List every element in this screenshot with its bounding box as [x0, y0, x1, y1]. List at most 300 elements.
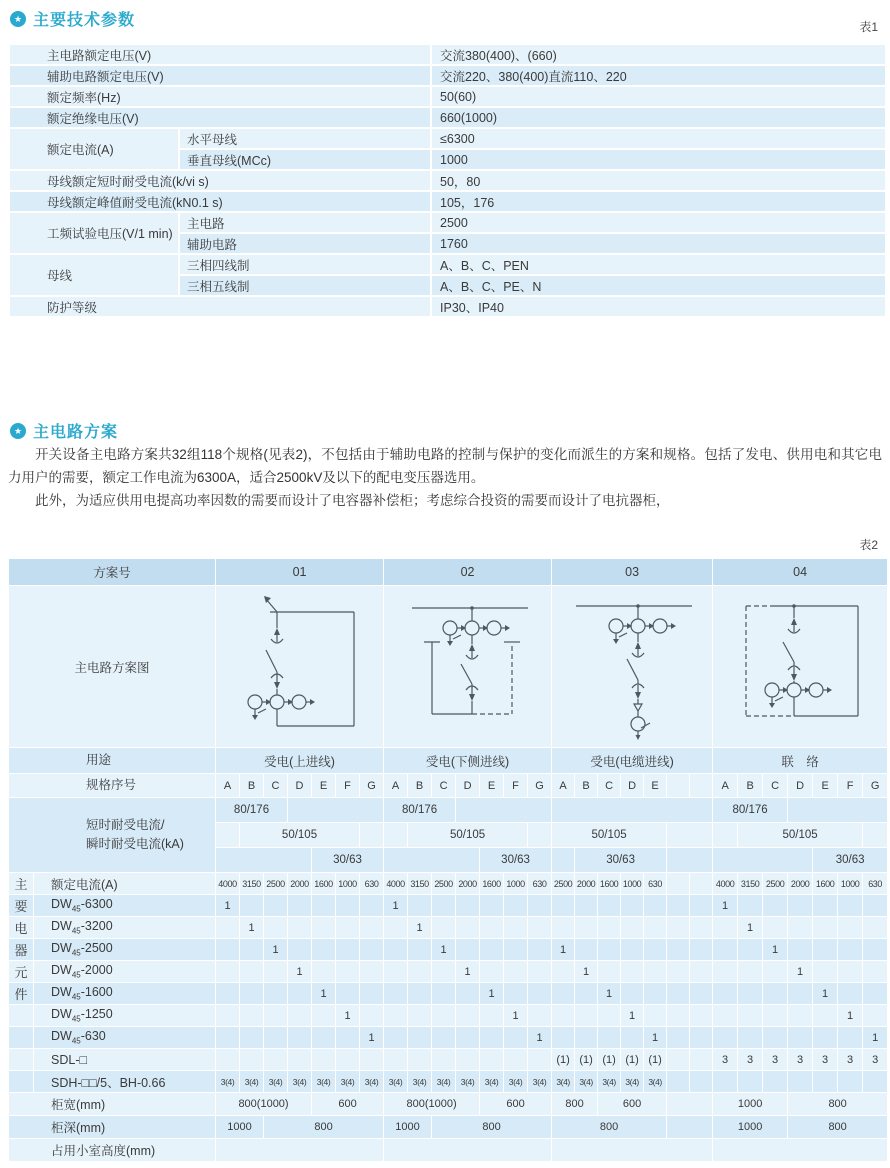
t1-row-value: 交流380(400)、(660): [431, 44, 886, 65]
quantity-cell: [863, 917, 888, 939]
spec-letter-cell: C: [763, 774, 788, 798]
quantity-cell: 1000: [504, 873, 528, 895]
spec-letter-cell: E: [312, 774, 336, 798]
quantity-cell: [480, 917, 504, 939]
quantity-cell: [432, 917, 456, 939]
withstand-value-cell: [552, 798, 713, 823]
quantity-cell: 1: [552, 939, 575, 961]
scheme-number-label: 方案号: [9, 559, 216, 586]
quantity-cell: 1: [336, 1005, 360, 1027]
side-label-char: 元: [9, 961, 34, 983]
t1-row-label: 辅助电路额定电压(V): [9, 65, 431, 86]
quantity-cell: [690, 983, 713, 1005]
quantity-cell: [690, 1005, 713, 1027]
quantity-cell: [667, 961, 690, 983]
quantity-cell: 3: [738, 1049, 763, 1071]
quantity-cell: [644, 961, 667, 983]
section1-title: 主要技术参数: [33, 12, 136, 29]
scheme-number-03: 03: [552, 559, 713, 586]
quantity-cell: [621, 961, 644, 983]
quantity-cell: 1: [528, 1027, 552, 1049]
withstand-value-cell: [456, 798, 552, 823]
spec-letter-cell: E: [480, 774, 504, 798]
t1-row-value: 50(60): [431, 86, 886, 107]
quantity-cell: 2500: [552, 873, 575, 895]
device-row-label: $DW_{45}-1600$: [34, 983, 216, 1005]
quantity-cell: [216, 1027, 240, 1049]
quantity-cell: [667, 895, 690, 917]
spec-letter-cell: C: [598, 774, 621, 798]
quantity-cell: 1: [788, 961, 813, 983]
quantity-cell: [264, 983, 288, 1005]
side-label-char: [9, 1005, 34, 1027]
dimension-value-cell: 800(1000): [216, 1093, 312, 1116]
device-row-label: SDH-□□/5、BH-0.66: [34, 1071, 216, 1093]
quantity-cell: [763, 983, 788, 1005]
side-label-char: 要: [9, 895, 34, 917]
t1-row-sublabel: 辅助电路: [179, 233, 431, 254]
quantity-cell: [738, 1071, 763, 1093]
quantity-cell: [763, 1071, 788, 1093]
usage-scheme-04: 联 络: [713, 748, 888, 774]
quantity-cell: [788, 1027, 813, 1049]
table2-row: [9, 774, 888, 798]
quantity-cell: [838, 917, 863, 939]
quantity-cell: [713, 917, 738, 939]
quantity-cell: [408, 939, 432, 961]
quantity-cell: [763, 1027, 788, 1049]
quantity-cell: 2000: [575, 873, 598, 895]
quantity-cell: [288, 939, 312, 961]
scheme-number-02: 02: [384, 559, 552, 586]
t1-row-label: 主电路额定电压(V): [9, 44, 431, 65]
quantity-cell: [813, 1027, 838, 1049]
usage-row: [9, 748, 888, 774]
scheme-02-diagram-cell: [384, 586, 552, 748]
usage-scheme-03: 受电(电缆进线): [552, 748, 713, 774]
device-row-label: $DW_{45}-6300$: [34, 895, 216, 917]
quantity-cell: 3(4): [456, 1071, 480, 1093]
t1-row-value: 50，80: [431, 170, 886, 191]
device-row-label: SDL-□: [34, 1049, 216, 1071]
scheme-04-circuit-diagram: [720, 588, 880, 746]
withstand-value-cell: [384, 848, 480, 873]
t1-row-value: 105，176: [431, 191, 886, 212]
quantity-cell: 1: [713, 895, 738, 917]
quantity-cell: [788, 895, 813, 917]
dimension-value-cell: 600: [312, 1093, 384, 1116]
quantity-cell: 4000: [384, 873, 408, 895]
table2-row: [9, 1049, 888, 1071]
usage-label: 用途: [9, 748, 216, 774]
quantity-cell: (1): [575, 1049, 598, 1071]
quantity-cell: [763, 1005, 788, 1027]
withstand-value-cell: [667, 823, 713, 848]
quantity-cell: 630: [644, 873, 667, 895]
quantity-cell: [456, 983, 480, 1005]
table2-row: [9, 1071, 888, 1093]
quantity-cell: [552, 1027, 575, 1049]
spec-letter-cell: [690, 774, 713, 798]
quantity-cell: [312, 895, 336, 917]
dimension-value-cell: [552, 1139, 713, 1162]
side-label-char: 件: [9, 983, 34, 1005]
quantity-cell: 1: [738, 917, 763, 939]
quantity-cell: 3(4): [288, 1071, 312, 1093]
quantity-cell: 3(4): [432, 1071, 456, 1093]
quantity-cell: 3(4): [384, 1071, 408, 1093]
table2-row: [9, 1027, 888, 1049]
quantity-cell: [813, 895, 838, 917]
diagram-label: 主电路方案图: [9, 586, 216, 748]
table2-row: [9, 961, 888, 983]
withstand-value-cell: 30/63: [575, 848, 667, 873]
quantity-cell: [264, 1049, 288, 1071]
withstand-value-cell: 50/105: [552, 823, 667, 848]
quantity-cell: [216, 961, 240, 983]
spec-letter-cell: E: [813, 774, 838, 798]
quantity-cell: [644, 939, 667, 961]
dimension-value-cell: [667, 1116, 713, 1139]
t1-row-label: 工频试验电压(V/1 min): [9, 212, 179, 254]
withstand-value-cell: 30/63: [813, 848, 888, 873]
quantity-cell: 3(4): [621, 1071, 644, 1093]
quantity-cell: [384, 983, 408, 1005]
quantity-cell: [288, 1005, 312, 1027]
withstand-value-cell: [713, 848, 813, 873]
quantity-cell: 3(4): [216, 1071, 240, 1093]
quantity-cell: 4000: [216, 873, 240, 895]
table2-row: [9, 1139, 888, 1162]
dimension-value-cell: 800(1000): [384, 1093, 480, 1116]
quantity-cell: [690, 873, 713, 895]
diagram-row: [9, 586, 888, 748]
dimension-value-cell: [384, 1139, 552, 1162]
quantity-cell: [336, 895, 360, 917]
quantity-cell: [738, 961, 763, 983]
quantity-cell: 2500: [763, 873, 788, 895]
quantity-cell: 3(4): [240, 1071, 264, 1093]
quantity-cell: [480, 961, 504, 983]
scheme-02-circuit-diagram: [388, 588, 548, 746]
spec-letter-cell: B: [240, 774, 264, 798]
withstand-value-cell: [216, 848, 312, 873]
scheme-04-diagram-cell: [713, 586, 888, 748]
quantity-cell: [336, 1049, 360, 1071]
quantity-cell: 1: [432, 939, 456, 961]
withstand-value-cell: 80/176: [384, 798, 456, 823]
side-label-char: 主: [9, 873, 34, 895]
t1-row-label: 额定电流(A): [9, 128, 179, 170]
quantity-cell: [240, 983, 264, 1005]
quantity-cell: [528, 917, 552, 939]
quantity-cell: 1: [360, 1027, 384, 1049]
t1-row-value: ≤6300: [431, 128, 886, 149]
table2-row: [9, 1116, 888, 1139]
spec-letter-cell: G: [863, 774, 888, 798]
quantity-cell: [528, 1049, 552, 1071]
quantity-cell: [336, 1027, 360, 1049]
quantity-cell: [360, 1005, 384, 1027]
quantity-cell: [788, 1071, 813, 1093]
quantity-cell: [216, 917, 240, 939]
quantity-cell: [552, 961, 575, 983]
withstand-value-cell: [528, 823, 552, 848]
quantity-cell: [384, 939, 408, 961]
spec-letter-cell: B: [575, 774, 598, 798]
quantity-cell: [360, 917, 384, 939]
rated-current-row-label: 额定电流(A): [34, 873, 216, 895]
quantity-cell: [504, 983, 528, 1005]
quantity-cell: [216, 1005, 240, 1027]
quantity-cell: [528, 1005, 552, 1027]
quantity-cell: [312, 939, 336, 961]
table1-row: [9, 296, 886, 317]
quantity-cell: [863, 939, 888, 961]
t1-row-label: 母线: [9, 254, 179, 296]
quantity-cell: 3: [813, 1049, 838, 1071]
quantity-cell: 1600: [598, 873, 621, 895]
t1-row-label: 额定频率(Hz): [9, 86, 431, 107]
withstand-value-cell: 30/63: [312, 848, 384, 873]
quantity-cell: 1: [216, 895, 240, 917]
quantity-cell: [456, 917, 480, 939]
withstand-value-cell: [788, 798, 888, 823]
quantity-cell: 1: [456, 961, 480, 983]
quantity-cell: 2500: [432, 873, 456, 895]
table2-row: [9, 1005, 888, 1027]
spec-letter-cell: G: [360, 774, 384, 798]
device-row-label: $DW_{45}-3200$: [34, 917, 216, 939]
quantity-cell: [788, 917, 813, 939]
quantity-cell: 630: [863, 873, 888, 895]
table2-row: [9, 895, 888, 917]
quantity-cell: [456, 895, 480, 917]
quantity-cell: 1: [504, 1005, 528, 1027]
side-label-char: [9, 1049, 34, 1071]
quantity-cell: 3: [863, 1049, 888, 1071]
dimension-value-cell: 600: [480, 1093, 552, 1116]
t1-row-sublabel: 水平母线: [179, 128, 431, 149]
withstand-value-cell: [384, 823, 408, 848]
quantity-cell: 1: [288, 961, 312, 983]
quantity-cell: 1: [264, 939, 288, 961]
quantity-cell: [240, 1049, 264, 1071]
quantity-cell: [863, 961, 888, 983]
quantity-cell: [288, 1049, 312, 1071]
quantity-cell: 1: [575, 961, 598, 983]
withstand-value-cell: [216, 823, 240, 848]
t1-row-value: IP30、IP40: [431, 296, 886, 317]
quantity-cell: [838, 1027, 863, 1049]
quantity-cell: [598, 917, 621, 939]
quantity-cell: [644, 895, 667, 917]
spec-letter-cell: [667, 774, 690, 798]
quantity-cell: [738, 1027, 763, 1049]
quantity-cell: [690, 1027, 713, 1049]
withstand-value-cell: 80/176: [713, 798, 788, 823]
quantity-cell: 630: [528, 873, 552, 895]
device-row-label: $DW_{45}-2500$: [34, 939, 216, 961]
table2-row: [9, 1093, 888, 1116]
quantity-cell: [528, 939, 552, 961]
quantity-cell: [240, 961, 264, 983]
quantity-cell: [667, 873, 690, 895]
quantity-cell: 2000: [288, 873, 312, 895]
withstand-value-cell: 50/105: [408, 823, 528, 848]
quantity-cell: [598, 1027, 621, 1049]
quantity-cell: [763, 917, 788, 939]
spec-letter-cell: A: [713, 774, 738, 798]
quantity-cell: 2000: [456, 873, 480, 895]
device-row-label: $DW_{45}-630$: [34, 1027, 216, 1049]
quantity-cell: [336, 917, 360, 939]
t1-row-sublabel: 主电路: [179, 212, 431, 233]
quantity-cell: [863, 895, 888, 917]
quantity-cell: [863, 1005, 888, 1027]
dimension-value-cell: 1000: [713, 1116, 788, 1139]
quantity-cell: [240, 1027, 264, 1049]
quantity-cell: (1): [552, 1049, 575, 1071]
quantity-cell: 1: [813, 983, 838, 1005]
quantity-cell: [813, 1005, 838, 1027]
t1-row-value: 660(1000): [431, 107, 886, 128]
quantity-cell: [528, 895, 552, 917]
section2-title: 主电路方案: [33, 424, 119, 441]
usage-scheme-01: 受电(上进线): [216, 748, 384, 774]
quantity-cell: 1600: [312, 873, 336, 895]
scheme-paragraph-1: 开关设备主电路方案共32组118个规格(见表2)，不包括由于辅助电路的控制与保护的变化而派生的方案和规格。包括了发电、供用电和其它电力用户的需要，额定工作电流为6300A，适合2500kV及以下的配电变压器选用。: [8, 447, 882, 485]
quantity-cell: [738, 939, 763, 961]
spec-letter-cell: G: [528, 774, 552, 798]
quantity-cell: 3: [788, 1049, 813, 1071]
quantity-cell: [621, 895, 644, 917]
quantity-cell: 1600: [480, 873, 504, 895]
quantity-cell: 3(4): [312, 1071, 336, 1093]
quantity-cell: [408, 1005, 432, 1027]
t1-row-label: 母线额定峰值耐受电流(kN0.1 s): [9, 191, 431, 212]
table2-row: [9, 798, 888, 823]
quantity-cell: [480, 939, 504, 961]
quantity-cell: [384, 961, 408, 983]
quantity-cell: [528, 983, 552, 1005]
spec-letter-cell: F: [336, 774, 360, 798]
quantity-cell: [738, 895, 763, 917]
table1-row: [9, 86, 886, 107]
quantity-cell: (1): [621, 1049, 644, 1071]
quantity-cell: [288, 917, 312, 939]
table2-tag: 表2: [859, 538, 878, 552]
withstand-value-cell: [713, 823, 738, 848]
t1-row-value: 1000: [431, 149, 886, 170]
dimension-value-cell: 800: [432, 1116, 552, 1139]
section1-header: [10, 7, 135, 30]
quantity-cell: [575, 983, 598, 1005]
quantity-cell: 3: [763, 1049, 788, 1071]
quantity-cell: [621, 1027, 644, 1049]
quantity-cell: (1): [598, 1049, 621, 1071]
quantity-cell: [598, 1005, 621, 1027]
quantity-cell: 3(4): [264, 1071, 288, 1093]
side-label-char: [9, 1071, 34, 1093]
quantity-cell: [504, 939, 528, 961]
quantity-cell: [667, 1049, 690, 1071]
scheme-01-circuit-diagram: [220, 588, 380, 746]
withstand-current-label: 短时耐受电流/ 瞬时耐受电流(kA): [9, 798, 216, 873]
quantity-cell: 2000: [788, 873, 813, 895]
quantity-cell: [312, 1027, 336, 1049]
quantity-cell: [813, 939, 838, 961]
table2-row: [9, 873, 888, 895]
quantity-cell: [598, 895, 621, 917]
quantity-cell: [621, 939, 644, 961]
quantity-cell: 3(4): [575, 1071, 598, 1093]
dimension-row-label: 柜深(mm): [9, 1116, 216, 1139]
quantity-cell: [312, 1049, 336, 1071]
t1-row-value: 2500: [431, 212, 886, 233]
quantity-cell: [408, 1049, 432, 1071]
quantity-cell: [788, 1005, 813, 1027]
quantity-cell: [838, 895, 863, 917]
quantity-cell: [713, 983, 738, 1005]
quantity-cell: [690, 917, 713, 939]
quantity-cell: [713, 1027, 738, 1049]
quantity-cell: 3: [838, 1049, 863, 1071]
quantity-cell: [408, 983, 432, 1005]
table1-row: [9, 254, 886, 275]
dimension-value-cell: [216, 1139, 384, 1162]
quantity-cell: 1: [621, 1005, 644, 1027]
quantity-cell: [336, 939, 360, 961]
table2-row: [9, 939, 888, 961]
quantity-cell: [838, 961, 863, 983]
quantity-cell: [384, 1005, 408, 1027]
spec-letter-cell: C: [264, 774, 288, 798]
quantity-cell: 1000: [838, 873, 863, 895]
spec-letter-cell: F: [838, 774, 863, 798]
quantity-cell: [480, 1049, 504, 1071]
spec-letter-cell: D: [621, 774, 644, 798]
quantity-cell: [288, 1027, 312, 1049]
quantity-cell: [264, 1027, 288, 1049]
withstand-value-cell: [360, 823, 384, 848]
t1-row-label: 防护等级: [9, 296, 431, 317]
quantity-cell: [713, 961, 738, 983]
quantity-cell: [713, 1005, 738, 1027]
quantity-cell: [690, 1071, 713, 1093]
quantity-cell: [863, 983, 888, 1005]
quantity-cell: 3(4): [598, 1071, 621, 1093]
quantity-cell: 3(4): [528, 1071, 552, 1093]
scheme-03-diagram-cell: [552, 586, 713, 748]
quantity-cell: [360, 895, 384, 917]
table1-row: [9, 65, 886, 86]
technical-parameters-table: [8, 43, 887, 318]
quantity-cell: [384, 1049, 408, 1071]
withstand-value-cell: [552, 848, 575, 873]
spec-letter-cell: A: [552, 774, 575, 798]
dimension-value-cell: 1000: [713, 1093, 788, 1116]
quantity-cell: 1: [763, 939, 788, 961]
scheme-03-circuit-diagram: [552, 588, 712, 746]
table1-row: [9, 44, 886, 65]
scheme-number-04: 04: [713, 559, 888, 586]
dimension-value-cell: 800: [788, 1116, 888, 1139]
quantity-cell: [813, 1071, 838, 1093]
quantity-cell: [408, 895, 432, 917]
quantity-cell: 3(4): [644, 1071, 667, 1093]
dimension-value-cell: [667, 1093, 713, 1116]
